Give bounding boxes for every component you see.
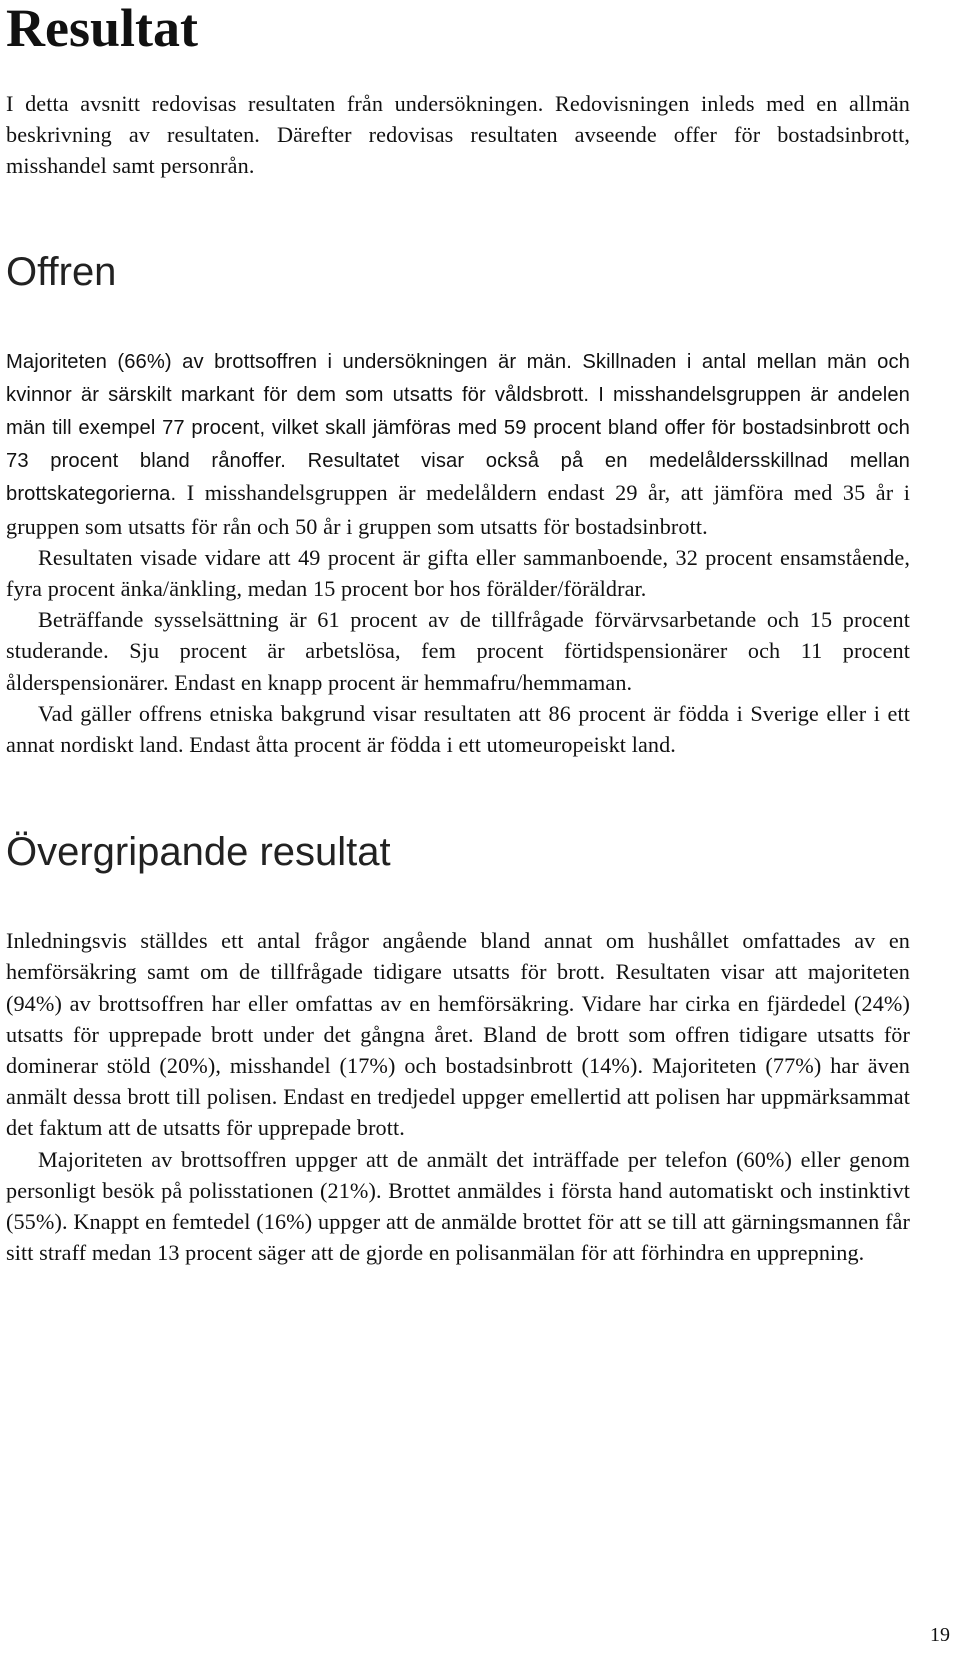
document-page bbox=[6, 0, 910, 1268]
overgripande-paragraph-1: Inledningsvis ställdes ett antal frågor angående bland annat om hushållet omfattades av en hemförsäkring samt om de tillfrågade tidigare utsatts för brott. Resultaten visar att majoriteten (94%) av brottsoffren har eller omfattas av en hemförsäkring. Vidare har cirka en fjärdedel (24%) utsatts för upprepade brott under det gångna året. Bland de brott som offren tidigare utsatts för dominerar stöld (20%), misshandel (17%) och bostadsinbrott (14%). Majoriteten (77%) har även anmält dessa brott till polisen. Endast en tredjedel uppger emellertid att polisen har uppmärksammat det faktum att de utsatts för upprepade brott. bbox=[6, 928, 910, 1141]
offren-paragraph-1-sans: Majoriteten (66%) av brottsoffren i undersökningen är män. Skillnaden i antal mellan män och kvinnor är särskilt markant för dem som utsatts för våldsbrott. I misshandelsgruppen är andelen män till exempel 77 procent, vilket skall jämföras med 59 procent bland offer för bostadsinbrott och 73 procent bland rånoffer. Resultatet visar också på en medelåldersskillnad mellan brottskategorierna. bbox=[6, 350, 910, 506]
intro-paragraph: I detta avsnitt redovisas resultaten från undersökningen. Redovisningen inleds med en allmän beskrivning av resultaten. Därefter redovisas resultaten avseende offer för bostadsinbrott, misshandel samt personrån. bbox=[6, 91, 910, 179]
offren-paragraph-1-serif: I misshandelsgruppen är medelåldern endast 29 år, att jämföra med 35 år i gruppen som utsatts för rån och 50 år i gruppen som utsatts för bostadsinbrott. bbox=[6, 480, 910, 539]
offren-paragraph-1 bbox=[6, 345, 910, 542]
section-heading-overgripande: Övergripande resultat bbox=[6, 830, 391, 875]
main-heading: Resultat bbox=[6, 0, 198, 58]
offren-paragraph-2: Resultaten visade vidare att 49 procent är gifta eller sammanboende, 32 procent ensamstående, fyra procent änka/änkling, medan 15 procent bor hos förälder/föräldrar. bbox=[6, 544, 910, 602]
offren-paragraph-4: Vad gäller offrens etniska bakgrund visar resultaten att 86 procent är födda i Sverige eller i ett annat nordiskt land. Endast åtta procent är födda i ett utomeuropeiskt land. bbox=[6, 700, 910, 758]
offren-paragraph-3: Beträffande sysselsättning är 61 procent av de tillfrågade förvärvsarbetande och 15 procent studerande. Sju procent är arbetslösa, fem procent förtidspensionärer och 11 procent ålderspensionärer. Endast en knapp procent är hemmafru/hemmaman. bbox=[6, 607, 910, 695]
overgripande-paragraph-2: Majoriteten av brottsoffren uppger att de anmält det inträffade per telefon (60%) eller genom personligt besök på polisstationen (21%). Brottet anmäldes i första hand automatiskt och instinktivt (55%). Knappt en femtedel (16%) uppger att de anmälde brottet för att se till att gärningsmannen får sitt straff medan 13 procent säger att de gjorde en polisanmälan för att förhindra en upprepning. bbox=[6, 1146, 910, 1266]
section-heading-offren: Offren bbox=[6, 249, 117, 294]
page-number: 19 bbox=[930, 1624, 950, 1646]
